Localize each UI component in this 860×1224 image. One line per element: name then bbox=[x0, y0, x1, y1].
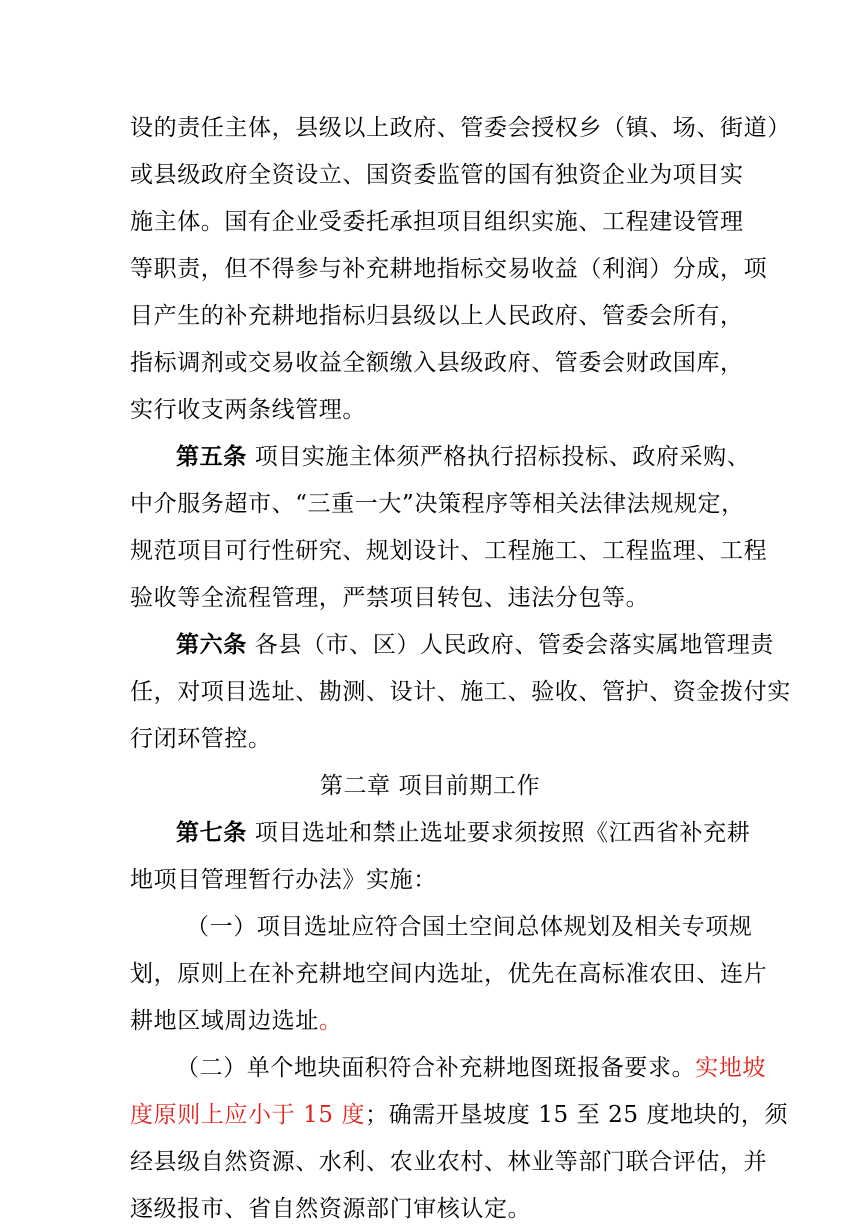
paragraph-line: 等职责，但不得参与补充耕地指标交易收益（利润）分成，项 bbox=[130, 256, 768, 282]
article-7-line: 第七条 项目选址和禁止选址要求须按照《江西省补充耕 bbox=[176, 819, 751, 846]
paragraph-line: 目产生的补充耕地指标归县级以上人民政府、管委会所有， bbox=[130, 303, 744, 329]
red-text: 。 bbox=[318, 1008, 343, 1034]
clause-2-line: （二）单个地块面积符合补充耕地图斑报备要求。实地坡 bbox=[176, 1055, 767, 1081]
paragraph-line: 任，对项目选址、勘测、设计、施工、验收、管护、资金拨付实 bbox=[130, 679, 791, 705]
paragraph-line: 划，原则上在补充耕地空间内选址，优先在高标准农田、连片 bbox=[130, 961, 768, 987]
article-number: 第七条 bbox=[176, 819, 247, 846]
paragraph-line: 或县级政府全资设立、国资委监管的国有独资企业为项目实 bbox=[130, 162, 744, 188]
paragraph-line: 度原则上应小于 15 度；确需开垦坡度 15 至 25 度地块的，须 bbox=[130, 1102, 789, 1128]
paragraph-line: 规范项目可行性研究、规划设计、工程施工、工程监理、工程 bbox=[130, 538, 768, 564]
red-text: 度原则上应小于 15 度 bbox=[130, 1102, 366, 1128]
article-number: 第五条 bbox=[176, 443, 247, 470]
paragraph-line: 地项目管理暂行办法》实施： bbox=[130, 867, 437, 893]
paragraph-line: 实行收支两条线管理。 bbox=[130, 397, 366, 423]
clause-1-line: （一）项目选址应符合国土空间总体规划及相关专项规 bbox=[186, 914, 753, 940]
paragraph-line: 设的责任主体，县级以上政府、管委会授权乡（镇、场、街道） bbox=[130, 115, 791, 141]
paragraph-line: 指标调剂或交易收益全额缴入县级政府、管委会财政国库， bbox=[130, 350, 744, 376]
article-6-line: 第六条 各县（市、区）人民政府、管委会落实属地管理责 bbox=[176, 631, 774, 658]
chapter-heading: 第二章 项目前期工作 bbox=[319, 773, 541, 799]
paragraph-line: 中介服务超市、“三重一大”决策程序等相关法律法规规定， bbox=[130, 491, 745, 517]
paragraph-line: 经县级自然资源、水利、农业农村、林业等部门联合评估，并 bbox=[130, 1149, 768, 1175]
paragraph-line: 验收等全流程管理，严禁项目转包、违法分包等。 bbox=[130, 585, 650, 611]
red-text: 实地坡 bbox=[695, 1055, 767, 1081]
paragraph-line: 施主体。国有企业受委托承担项目组织实施、工程建设管理 bbox=[130, 209, 744, 235]
paragraph-line: 逐级报市、省自然资源部门审核认定。 bbox=[130, 1196, 532, 1222]
article-number: 第六条 bbox=[176, 631, 247, 658]
paragraph-line: 耕地区域周边选址。 bbox=[130, 1008, 343, 1034]
article-5-line: 第五条 项目实施主体须严格执行招标投标、政府采购、 bbox=[176, 443, 751, 470]
paragraph-line: 行闭环管控。 bbox=[130, 726, 272, 752]
